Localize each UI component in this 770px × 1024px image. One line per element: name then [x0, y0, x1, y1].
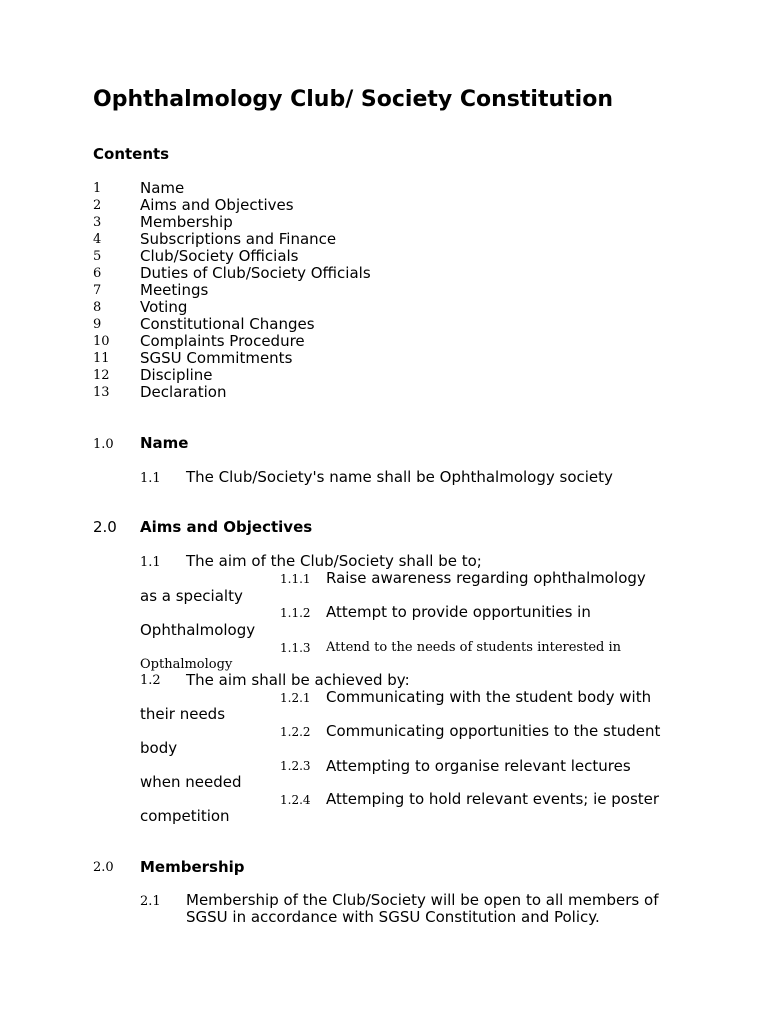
contents-heading: Contents [93, 145, 170, 163]
clause-2-1-2-text: The aim shall be achieved by: [186, 671, 410, 689]
toc-item-number: 4 [93, 232, 102, 247]
toc-item-label: SGSU Commitments [140, 349, 293, 367]
subclause-1-2-1-text: Communicating with the student body with [326, 688, 652, 706]
toc-item-label: Subscriptions and Finance [140, 230, 337, 248]
clause-3-1-continuation: SGSU in accordance with SGSU Constitution and Policy. [186, 908, 600, 926]
subclause-1-2-3-text: Attempting to organise relevant lectures [326, 757, 631, 775]
clause-1-1-text: The Club/Society's name shall be Ophthalmology society [186, 468, 613, 486]
toc-item-number: 5 [93, 249, 102, 264]
clause-2-1-1-text: The aim of the Club/Society shall be to; [186, 552, 482, 570]
toc-item-label: Aims and Objectives [140, 196, 294, 214]
subclause-1-2-1-number: 1.2.1 [280, 691, 311, 705]
subclause-1-2-3-continuation: when needed [140, 773, 242, 791]
subclause-1-1-2-continuation: Ophthalmology [140, 621, 256, 639]
toc-item-number: 1 [93, 181, 102, 196]
toc-item-label: Name [140, 179, 185, 197]
toc-item-number: 11 [93, 351, 110, 366]
subclause-1-2-4-number: 1.2.4 [280, 793, 311, 807]
subclause-1-2-2-text: Communicating opportunities to the student [326, 722, 661, 740]
toc-item-label: Duties of Club/Society Officials [140, 264, 371, 282]
toc-item-label: Voting [140, 298, 188, 316]
toc-item-number: 2 [93, 198, 102, 213]
toc-item-number: 7 [93, 283, 102, 298]
toc-item-label: Declaration [140, 383, 227, 401]
subclause-1-1-2-text: Attempt to provide opportunities in [326, 603, 591, 621]
toc-item-number: 12 [93, 368, 110, 383]
subclause-1-1-3-continuation: Opthalmology [140, 657, 233, 672]
section-1-heading: Name [140, 434, 189, 452]
subclause-1-1-3-text: Attend to the needs of students interested in [326, 640, 622, 655]
toc-item-number: 3 [93, 215, 102, 230]
section-2-number: 2.0 [93, 518, 117, 536]
subclause-1-2-1-continuation: their needs [140, 705, 226, 723]
subclause-1-1-1-continuation: as a specialty [140, 587, 243, 605]
section-3-number: 2.0 [93, 860, 114, 875]
subclause-1-2-4-text: Attemping to hold relevant events; ie poster [326, 790, 660, 808]
clause-1-1-number: 1.1 [140, 471, 161, 486]
subclause-1-2-2-number: 1.2.2 [280, 725, 311, 739]
subclause-1-2-2-continuation: body [140, 739, 178, 757]
section-2-heading: Aims and Objectives [140, 518, 313, 536]
subclause-1-2-3-number: 1.2.3 [280, 759, 311, 773]
toc-item-number: 6 [93, 266, 102, 281]
subclause-1-1-3-number: 1.1.3 [280, 641, 311, 655]
toc-item-label: Complaints Procedure [140, 332, 305, 350]
subclause-1-1-1-number: 1.1.1 [280, 572, 311, 586]
toc-item-label: Constitutional Changes [140, 315, 315, 333]
clause-3-1-number: 2.1 [140, 894, 161, 909]
clause-3-1-text: Membership of the Club/Society will be open to all members of [186, 891, 659, 909]
section-3-heading: Membership [140, 858, 245, 876]
toc-item-number: 10 [93, 334, 110, 349]
toc-item-label: Discipline [140, 366, 213, 384]
toc-item-label: Membership [140, 213, 233, 231]
toc-item-number: 9 [93, 317, 102, 332]
document-title: Ophthalmology Club/ Society Constitution [93, 87, 613, 112]
subclause-1-2-4-continuation: competition [140, 807, 230, 825]
subclause-1-1-2-number: 1.1.2 [280, 606, 311, 620]
toc-item-number: 13 [93, 385, 110, 400]
clause-2-1-2-number: 1.2 [140, 673, 161, 688]
toc-item-label: Club/Society Officials [140, 247, 299, 265]
section-1-number: 1.0 [93, 437, 114, 452]
subclause-1-1-1-text: Raise awareness regarding ophthalmology [326, 569, 646, 587]
toc-item-label: Meetings [140, 281, 209, 299]
toc-item-number: 8 [93, 300, 102, 315]
clause-2-1-1-number: 1.1 [140, 555, 161, 570]
